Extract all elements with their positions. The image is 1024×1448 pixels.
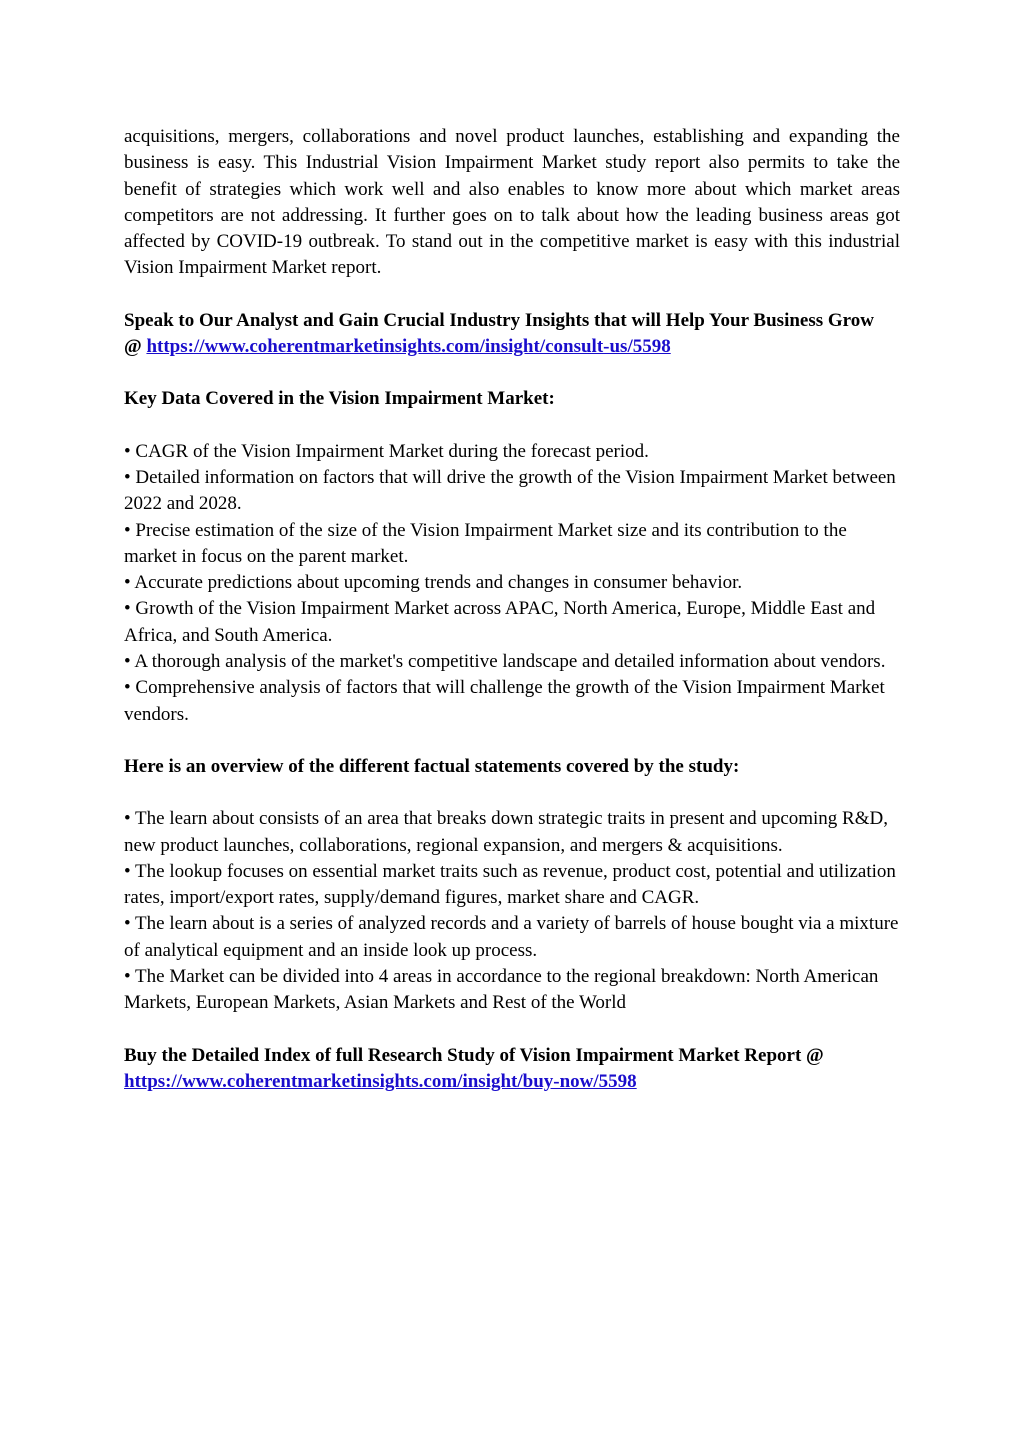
spacer	[124, 728, 900, 754]
list-item: • The lookup focuses on essential market traits such as revenue, product cost, potential and utilization rates, import/export rates, supply/demand figures, market share and CAGR.	[124, 860, 896, 909]
overview-list	[124, 806, 900, 1016]
buy-cta-text: Buy the Detailed Index of full Research Study of Vision Impairment Market Report @	[124, 1044, 829, 1066]
list-item: • The learn about is a series of analyzed records and a variety of barrels of house bought via a mixture of analytical equipment and an inside look up process.	[124, 913, 899, 961]
list-item: • Growth of the Vision Impairment Market across APAC, North America, Europe, Middle East and Africa, and South America.	[124, 598, 876, 646]
list-item: • Precise estimation of the size of the Vision Impairment Market size and its contribution to the market in focus on the parent market.	[124, 519, 847, 567]
buy-cta-heading	[124, 1043, 900, 1096]
list-item: • The Market can be divided into 4 areas in accordance to the regional breakdown: North American Markets, European Markets, Asian Markets and Rest of the World	[124, 966, 879, 1014]
analyst-cta-heading	[124, 308, 900, 361]
overview-heading: Here is an overview of the different factual statements covered by the study:	[124, 755, 740, 777]
key-data-heading: Key Data Covered in the Vision Impairment Market:	[124, 388, 555, 410]
analyst-cta-text: Speak to Our Analyst and Gain Crucial Industry Insights that will Help Your Business Grow	[124, 309, 874, 331]
document-page	[124, 124, 900, 1095]
spacer	[124, 282, 900, 308]
spacer	[124, 1017, 900, 1043]
list-item: • The learn about consists of an area that breaks down strategic traits in present and upcoming R&D, new product launches, collaborations, regional expansion, and mergers & acquisitions.	[124, 808, 888, 856]
list-item: • CAGR of the Vision Impairment Market during the forecast period.	[124, 440, 649, 462]
spacer	[124, 413, 900, 439]
consult-us-link[interactable]: https://www.coherentmarketinsights.com/insight/consult-us/5598	[146, 336, 671, 358]
list-item: • Detailed information on factors that will drive the growth of the Vision Impairment Market between 2022 and 2028.	[124, 466, 896, 515]
analyst-cta-prefix: @	[124, 336, 147, 358]
list-item: • Accurate predictions about upcoming trends and changes in consumer behavior.	[124, 572, 743, 594]
spacer	[124, 360, 900, 386]
key-data-list	[124, 439, 900, 728]
buy-now-link[interactable]: https://www.coherentmarketinsights.com/insight/buy-now/5598	[124, 1070, 637, 1092]
list-item: • Comprehensive analysis of factors that will challenge the growth of the Vision Impairment Market vendors.	[124, 677, 885, 725]
intro-paragraph: acquisitions, mergers, collaborations and novel product launches, establishing and expanding the business is easy. This Industrial Vision Impairment Market study report also permits to take the benefit of strategies which work well and also enables to know more about which market areas competitors are not addressing. It further goes on to talk about how the leading business areas got affected by COVID-19 outbreak. To stand out in the competitive market is easy with this industrial Vision Impairment Market report.	[124, 126, 900, 279]
list-item: • A thorough analysis of the market's competitive landscape and detailed information about vendors.	[124, 651, 886, 673]
spacer	[124, 780, 900, 806]
